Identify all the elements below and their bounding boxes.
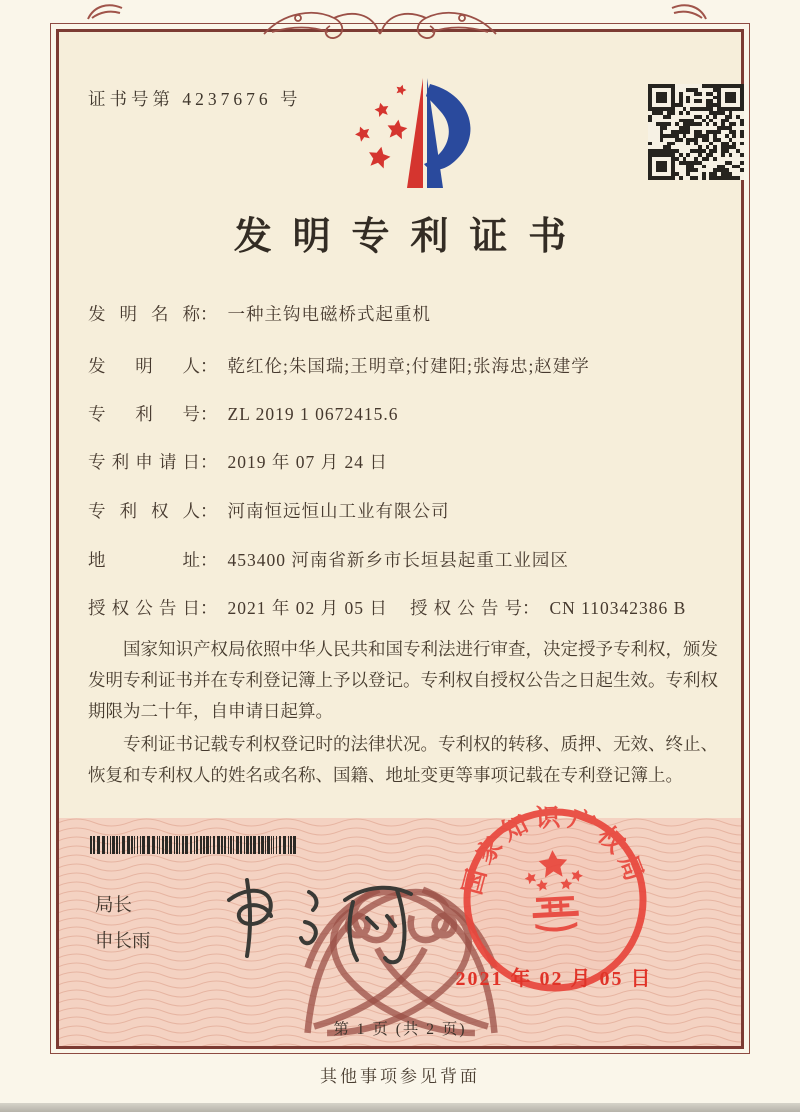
qr-code bbox=[648, 84, 744, 180]
field-row-patent-number bbox=[88, 401, 736, 426]
field-value: 乾红伦;朱国瑞;王明章;付建阳;张海忠;赵建学 bbox=[227, 356, 590, 376]
field-label: 发明名称 bbox=[88, 304, 200, 324]
field-value: ZL 2019 1 0672415.6 bbox=[227, 404, 399, 424]
field-row-invention-name bbox=[88, 301, 736, 326]
field-value: 一种主钩电磁桥式起重机 bbox=[227, 304, 431, 324]
colon: ： bbox=[200, 501, 218, 521]
director-name: 申长雨 bbox=[95, 932, 151, 952]
field-row-inventors bbox=[88, 353, 736, 378]
field-value: 2019 年 07 月 24 日 bbox=[227, 452, 388, 472]
top-curl-icon bbox=[86, 0, 126, 20]
colon: ： bbox=[200, 304, 218, 324]
field-label: 授权公告号 bbox=[410, 598, 522, 618]
legal-paragraph-2: 专利证书记载专利权登记时的法律状况。专利权的转移、质押、无效、终止、恢复和专利权人的姓名或名称、国籍、地址变更等事项记载在专利登记簿上。 bbox=[88, 734, 718, 785]
cnipa-logo-icon bbox=[333, 70, 505, 194]
barcode bbox=[90, 836, 304, 854]
field-row-filing-date bbox=[88, 449, 736, 474]
top-scroll-ornament-icon bbox=[258, 2, 502, 48]
field-value: 2021 年 02 月 05 日 bbox=[227, 598, 388, 618]
field-value: CN 110342386 B bbox=[549, 598, 687, 618]
colon: ： bbox=[200, 452, 218, 472]
seal-text: 国家知识产权局 bbox=[459, 804, 650, 898]
logo-stars bbox=[353, 83, 408, 169]
field-row-address bbox=[88, 547, 736, 572]
page-title: 发明专利证书 bbox=[233, 216, 588, 258]
colon: ： bbox=[200, 598, 218, 618]
page-number: 第 1 页 (共 2 页) bbox=[333, 1021, 467, 1038]
field-label: 授权公告日 bbox=[88, 598, 200, 618]
field-group-grant-number bbox=[410, 595, 686, 620]
director-signature-icon bbox=[205, 866, 425, 970]
logo-spike-red bbox=[407, 78, 423, 188]
top-curl-icon bbox=[668, 0, 708, 20]
director-title: 局长 bbox=[95, 896, 133, 916]
legal-text bbox=[88, 634, 718, 793]
seal-date: 2021 年 02 月 05 日 bbox=[455, 968, 653, 990]
field-label: 专利申请日 bbox=[88, 452, 200, 472]
field-label: 地址 bbox=[88, 550, 200, 570]
colon: ： bbox=[522, 598, 540, 618]
field-value: 453400 河南省新乡市长垣县起重工业园区 bbox=[227, 550, 569, 570]
field-label: 专利权人 bbox=[88, 501, 200, 521]
back-note: 其他事项参见背面 bbox=[320, 1067, 480, 1086]
field-row-patentee bbox=[88, 498, 736, 523]
field-value: 河南恒远恒山工业有限公司 bbox=[227, 501, 450, 521]
field-row-grant bbox=[88, 595, 736, 620]
colon: ： bbox=[200, 404, 218, 424]
legal-paragraph-1: 国家知识产权局依照中华人民共和国专利法进行审查，决定授予专利权，颁发发明专利证书并在专利登记簿上予以登记。专利权自授权公告之日起生效。专利权期限为二十年，自申请日起算。 bbox=[88, 639, 718, 721]
scan-edge-shadow bbox=[0, 1103, 800, 1112]
colon: ： bbox=[200, 550, 218, 570]
colon: ： bbox=[200, 356, 218, 376]
certificate-number: 证书号第 4237676 号 bbox=[88, 89, 302, 109]
field-label: 发明人 bbox=[88, 356, 200, 376]
field-label: 专利号 bbox=[88, 404, 200, 424]
